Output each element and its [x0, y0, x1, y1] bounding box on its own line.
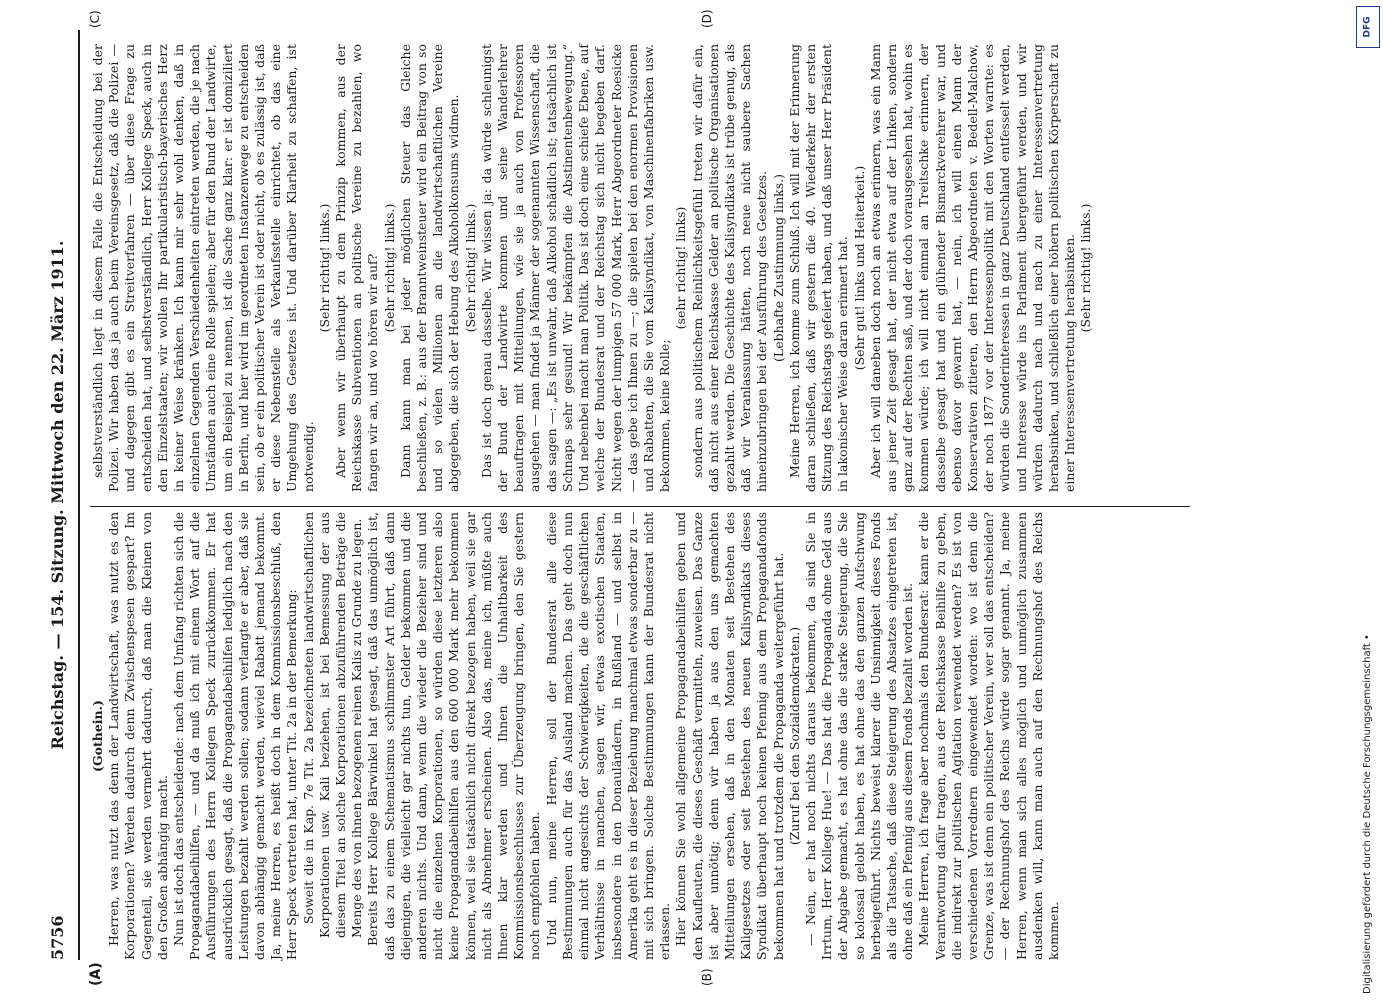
- paragraph: Hier können Sie wohl allgemeine Propagandabeihilfen geben und den Kaufleuten, die dieses Geschäft vermitteln, zuweisen. Das Ganze ist aber unnötig; denn wir haben ja aus den uns gemachten Mitteilungen ersehen, daß in den Monaten seit Bestehen des Kaligesetzes oder seit Bestehen des neuen Kalisyndikats dieses Syndikat überhaupt noch keinen Pfennig aus dem Propagandafonds bekommen hat und trotzdem die Propaganda weitergeführt hat.: [673, 512, 786, 960]
- interjection: (Sehr gut! links und Heiterkeit.): [851, 165, 867, 371]
- interjection: (Zuruf bei den Sozialdemokraten.): [786, 626, 802, 846]
- paragraph: Und nun, meine Herren, soll der Bundesrat alle diese Bestimmungen auch für das Ausland machen. Das geht doch nun einmal nicht angesichts der Schwierigkeiten, die die geschäftlichen Verhältnisse in manchen, sagen wir, etwas exotischen Staaten, insbesondere in den Donauländern, in Rußland — und selbst in Amerika geht es in dieser Beziehung manchmal etwas sonderbar zu — mit sich bringen. Solche Bestimmungen kann der Bundesrat nicht erlassen.: [543, 512, 673, 960]
- paragraph: — Nein, er hat noch nichts daraus bekommen, da sind Sie in Irrtum, Herr Kollege Hue! — Das hat die Propaganda ohne Geld aus der Abgabe gemacht, es hat ohne das die starke Steigerung, die Sie so kolossal gelobt haben, es hat ohne das den ganzen Aufschwung herbeigeführt. Nichts beweist klarer die Unsinnigkeit dieses Fonds als die Tatsache, daß diese Steigerung des Absatzes eingetreten ist, ohne daß ein Pfennig aus diesem Fonds bezahlt worden ist.: [802, 512, 916, 960]
- paragraph: Aber ich will daneben doch noch an etwas erinnern, was ein Mann aus jener Zeit gesagt hat, der nicht etwa auf der Linken, sondern ganz auf der Rechten saß, und der doch vorausgesehen hat, wohin es kommen würde; ich will nicht einmal an Treitschke erinnern, der dasselbe gesagt hat und ein glühender Bismarckverehrer war, und ebenso davor gewarnt hat, — nein, ich will einen Mann der Konservativen zitieren, den Herrn Abgeordneten v. Bedell-Malchow, der noch 1877 vor der Interessenpolitik mit den Worten warnte: es würden die Sonderinteressen in ganz Deutschland entfesselt werden, und Interesse würde ins Parlament übergeführt werden, und wir würden dadurch nach und nach zu einer Interessenvertretung herabsinken, und schließlich einer höhern politischen Körperschaft zu einer Interessenvertretung herabsinken.: [867, 44, 1078, 492]
- interjection: (Lebhafte Zustimmung links.): [770, 174, 786, 362]
- interjection: (Sehr richtig! links.): [381, 203, 397, 333]
- margin-marker-b: (B): [700, 968, 714, 986]
- right-column: [90, 44, 1095, 492]
- paragraph: Herren, was nutzt das denn der Landwirtschaft, was nutzt es den Korporationen? Werden dadurch denn Zwischenspesen gespart? Im Gegenteil, sie werden vermehrt dadurch, daß man die Kleinen von den Großen abhängig macht.: [106, 512, 170, 960]
- running-header: [40, 30, 76, 960]
- dfg-logo-text: DFG: [1362, 16, 1373, 38]
- interjection: (Sehr richtig! links.): [1078, 203, 1094, 333]
- speaker-label: (Gothein.): [90, 700, 105, 772]
- column-divider: [90, 506, 1190, 507]
- header-rule: [78, 30, 80, 960]
- margin-marker-c: (C): [88, 10, 102, 28]
- digitization-note: [1350, 4, 1374, 994]
- paragraph: Meine Herren, ich frage aber nochmals den Bundesrat: kann er die Verantwortung dafür tragen, aus der Reichskasse Beihilfe zu geben, die indirekt zur politischen Agitation verwendet werden? Es ist von verschiedenen Vorrednern eingewendet worden: wo ist denn die Grenze, was ist denn ein politischer Verein, wer soll das entscheiden? — der Rechnungshof des Reichs würde sogar genannt. Ja, meine Herren, wenn man sich alles möglich und unmöglich zusammen ausdenken will, kann man auch auf den Rechnungshof des Reichs kommen.: [916, 512, 1061, 960]
- dfg-logo: [1356, 6, 1380, 48]
- paragraph: Aber wenn wir überhaupt zu dem Prinzip kommen, aus der Reichskasse Subventionen an politische Vereine zu bezahlen, wo fangen wir an, und wo hören wir auf?: [333, 44, 381, 492]
- paragraph: Bereits Herr Kollege Bärwinkel hat gesagt, daß das unmöglich ist, daß das zu einem Schematismus schlimmster Art führt, daß dann diejenigen, die vielleicht gar nichts tun, Gelder bekommen und die anderen nichts. Und dann, wenn die wieder die Bezieher sind und nicht die einzelnen Korporationen, so würden diese letzteren also keine Propagandabeihilfen aus den 600 000 Mark mehr bekommen können, weil sie tatsächlich nicht direkt bezogen haben, weil sie gar nicht als Abnehmer erscheinen. Also das, meine ich, müßte auch Ihnen klar werden und Ihnen die Unhaltbarkeit des Kommissionsbeschlusses zur Überzeugung bringen, den Sie gestern noch empfohlen haben.: [365, 512, 543, 960]
- paragraph: Meine Herren, ich komme zum Schluß. Ich will mit der Erinnerung daran schließen, daß wir gestern die 40. Wiederkehr der ersten Sitzung des Reichstags gefeiert haben, und daß unser Herr Präsident in lakonischer Weise daran erinnert hat.: [786, 44, 851, 492]
- paragraph: Nun ist doch das entscheidende: nach dem Umfang richten sich die Propagandabeihilfen, — und da muß ich mit einem Wort auf die Ausführungen des Herrn Kollegen Speck zurückkommen. Er hat ausdrücklich gesagt, daß die Propagandabeihilfen lediglich nach den Leistungen bezahlt werden sollen; sodann verlangte er aber, daß sie davon abhängig gemacht werden, wieviel Rabatt jemand bekommt. Ja, meine Herren, es heißt doch in dem Kommissionsbeschluß, den Herr Speck vertreten hat, unter Tit. 2a in der Bemerkung:: [171, 512, 300, 960]
- interjection: (sehr richtig! links): [673, 206, 689, 330]
- quoted-remark: Soweit die in Kap. 7e Tit. 2a bezeichneten landwirtschaftlichen Korporationen usw. Kali beziehen, ist bei Bemessung der aus diesem Titel an solche Korporationen abzuführenden Beträge die Menge des von ihnen bezogenen reinen Kalis zu Grunde zu legen.: [300, 512, 365, 938]
- margin-marker-d: (D): [700, 9, 714, 28]
- paragraph: selbstverständlich liegt in diesem Falle die Entscheidung bei der Polizei. Wir haben das ja auch beim Vereinsgesetz, daß die Polizei — und dagegen gibt es ein Streitverfahren — über diese Frage zu entscheiden hat, und selbstverständlich, Herr Kollege Speck, auch in den Einzelstaaten; wir wollen Ihr partikularistisch-bayerisches Herz in keiner Weise kränken. Ich kann mir sehr wohl denken, daß in einzelnen Gegenden Verschiedenheiten eintreten werden, die je nach Umständen auch eine Rolle spielen; aber für den Bund der Landwirte, um ein Beispiel zu nennen, ist die Sache ganz klar: er ist domiziliert in Berlin, und hier wird im geordneten Instanzenwege zu entscheiden sein, ob er ein politischer Verein ist oder nicht, ob es zulässig ist, daß er diese Nebenstelle als Verkaufsstelle einrichtet, ob das eine Umgehung des Gesetzes ist. Und darüber Klarheit zu schaffen, ist notwendig.: [90, 44, 316, 492]
- paragraph: Das ist doch genau dasselbe. Wir wissen ja: da würde schleunigst der Bund der Landwirte kommen und seine Wanderlehrer beauftragen mit Mitteilungen, wie sie ja auch von Professoren ausgehen — man findet ja Männer der sogenannten Wissenschaft, die das sagen —: „Es ist unwahr, daß Alkohol schädlich ist; tatsächlich ist Schnaps sehr gesund! Wir bekämpfen die Abstinentenbewegung.“ Und nebenbei macht man Politik. Das ist doch eine schiefe Ebene, auf welche der Bundesrat und der Reichstag sich nicht begeben darf. Nicht wegen der lumpigen 57 000 Mark, Herr Abgeordneter Roesicke — das gebe ich Ihnen zu —; die spielen bei den enormen Provisionen und Rabatten, die Sie vom Kalisyndikat, von Maschinenfabriken usw. bekommen, keine Rolle;: [478, 44, 673, 492]
- left-column: [90, 512, 1062, 960]
- running-title: Reichstag. — 154. Sitzung. Mittwoch den 22. März 1911.: [48, 240, 67, 750]
- digitization-note-text: Digitalisierung gefördert durch die Deutsche Forschungsgemeinschaft •: [1362, 634, 1373, 994]
- interjection: (Sehr richtig! links.): [316, 203, 332, 333]
- page-number: 5756: [48, 915, 67, 960]
- interjection: (Sehr richtig! links.): [462, 203, 478, 333]
- paragraph: sondern aus politischem Reinlichkeitsgefühl treten wir dafür ein, daß nicht aus einer Reichskasse Gelder an politische Organisationen gezahlt werden. Die Geschichte des Kalisyndikats ist trübe genug, als daß wir Veranlassung hätten, noch neue nicht saubere Sachen hineinzubringen bei der Ausführung des Gesetzes.: [689, 44, 770, 492]
- margin-marker-a: (A): [88, 962, 104, 986]
- paragraph: Dann kann man bei jeder möglichen Steuer das Gleiche beschließen, z. B.: aus der Branntweinsteuer wird ein Beitrag von so und so vielen Millionen an die landwirtschaftlichen Vereine abgegeben, die sich der Hebung des Alkoholkonsums widmen.: [397, 44, 462, 492]
